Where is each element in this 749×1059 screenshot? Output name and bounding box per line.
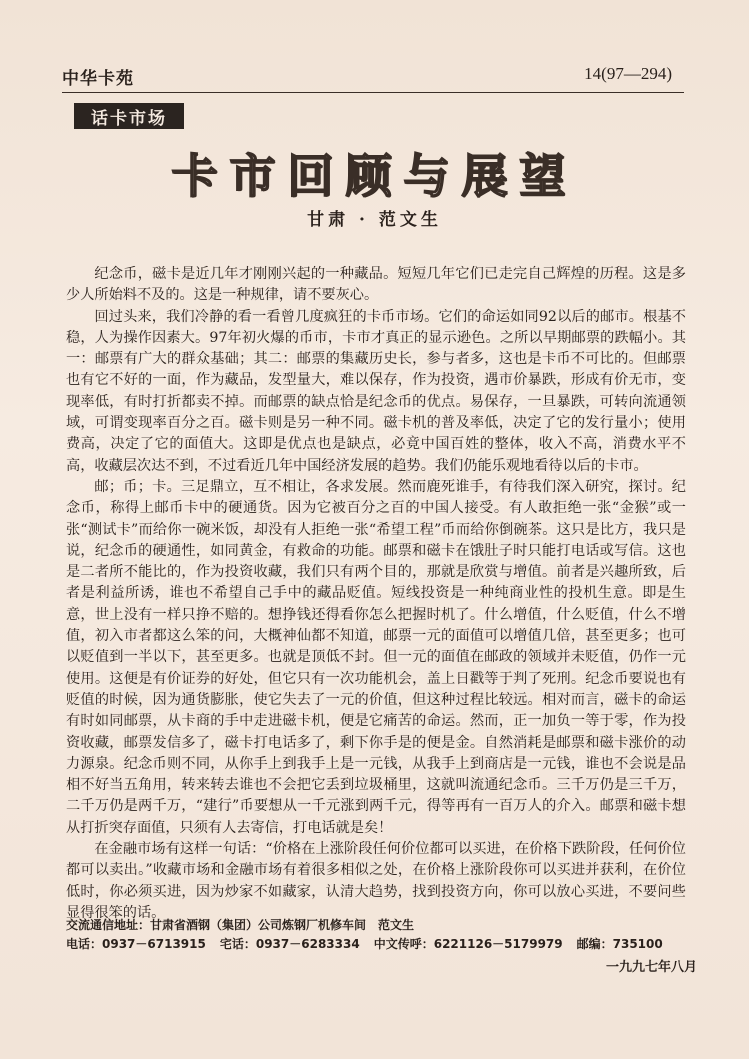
article-date: 一九九七年八月 xyxy=(605,960,697,975)
contact-numbers xyxy=(66,935,696,954)
paragraph: 在金融市场有这样一句话：“价格在上涨阶段任何价位都可以买进，在价格下跌阶段，任何价位都可以卖出。”收藏市场和金融市场有着很多相似之处，在价格上涨阶段你可以买进并获利，在价位低时，你必须买进，因为炒家不如藏家，认清大趋势，找到投资方向，你可以放心买进，不要问些显得很笨的话。 xyxy=(66,841,686,921)
issue-number: 14(97—294) xyxy=(584,64,672,83)
postcode: 邮编：735100 xyxy=(576,937,663,951)
article-title: 卡市回顾与展望 xyxy=(171,149,578,203)
article-body xyxy=(66,264,686,924)
phone-number: 电话：0937－6713915 xyxy=(66,937,206,951)
pager-number: 中文传呼：6221126－5179979 xyxy=(373,937,563,951)
publication-name: 中华卡苑 xyxy=(62,69,134,89)
paragraph: 回过头来，我们冷静的看一看曾几度疯狂的卡币市场。它们的命运如同92以后的邮市。根基不稳，人为操作因素大。97年初火爆的币市，卡市才真正的显示逊色。之所以早期邮票的跌幅小。其一：邮票有广大的群众基础；其二：邮票的集藏历史长，参与者多，这也是卡币不可比的。但邮票也有它不好的一面，作为藏品，发型量大，难以保存，作为投资，遇市价暴跌，形成有价无市，变现率低，有时打折都卖不掉。而邮票的缺点恰是纪念币的优点。易保存，一旦暴跌，可转向流通领域，可谓变现率百分之百。磁卡则是另一种不同。磁卡机的普及率低，决定了它的发行量小；使用费高，决定了它的面值大。这即是优点也是缺点，必竟中国百姓的整体，收入不高，消费水平不高，收藏层次达不到，不过看近几年中国经济发展的趋势。我们仍能乐观地看待以后的卡市。 xyxy=(66,308,686,474)
paragraph: 纪念币，磁卡是近几年才刚刚兴起的一种藏品。短短几年它们已走完自己辉煌的历程。这是多少人所始料不及的。这是一种规律，请不要灰心。 xyxy=(66,266,686,304)
contact-address: 交流通信地址：甘肃省酒钢（集团）公司炼钢厂机修车间 范文生 xyxy=(66,918,415,932)
home-phone-number: 宅话：0937－6283334 xyxy=(219,937,360,951)
article-byline: 甘肃 · 范文生 xyxy=(307,210,442,230)
header-divider xyxy=(62,92,684,93)
section-tag: 话卡市场 xyxy=(74,103,184,129)
paragraph: 邮；币；卡。三足鼎立，互不相让，各求发展。然而鹿死谁手，有待我们深入研究，探讨。纪念币，称得上邮币卡中的硬通货。因为它被百分之百的中国人接受。有人敢拒绝一张“金猴”或一张“测试卡”而给你一碗米饭，却没有人拒绝一张“希望工程”币而给你倒碗茶。这只是比方，我只是说，纪念币的硬通性，如同黄金，有救命的功能。邮票和磁卡在饿肚子时只能打电话或写信。这也是二者所不能比的，作为投资收藏，我们只有两个目的，那就是欣赏与增值。前者是兴趣所致，后者是利益所诱，谁也不希望自己手中的藏品贬值。短线投资是一种纯商业性的投机生意。即是生意，世上没有一样只挣不赔的。想挣钱还得看你怎么把握时机了。什么增值，什么贬值，什么不增值，初入市者都这么笨的问，大概神仙都不知道，邮票一元的面值可以增值几倍，甚至更多；也可以贬值到一半以下，甚至更多。也就是顶低不封。但一元的面值在邮政的领域并未贬值，仍作一元使用。这便是有价证券的好处，但它只有一次功能机会，盖上日戳等于判了死刑。纪念币要说也有贬值的时候，因为通货膨胀，使它失去了一元的价值，但这种过程比较远。相对而言，磁卡的命运有时如同邮票，从卡商的手中走进磁卡机，便是它痛苦的命运。然而，正一加负一等于零，作为投资收藏，邮票发信多了，磁卡打电话多了，剩下你手是的便是金。自然消耗是邮票和磁卡涨价的动力源泉。纪念币则不同，从你手上到我手上是一元钱，从我手上到商店是一元钱，谁也不会说是品相不好当五角用，转来转去谁也不会把它丢到垃圾桶里，这就叫流通纪念币。三千万仍是三千万，二千万仍是两千万，“建行”币要想从一千元涨到两千元，得等再有一百万人的介入。邮票和磁卡想从打折突存面值，只须有人去寄信，打电话就是矣！ xyxy=(66,478,686,836)
contact-footer xyxy=(66,916,696,954)
page-header xyxy=(62,64,682,90)
